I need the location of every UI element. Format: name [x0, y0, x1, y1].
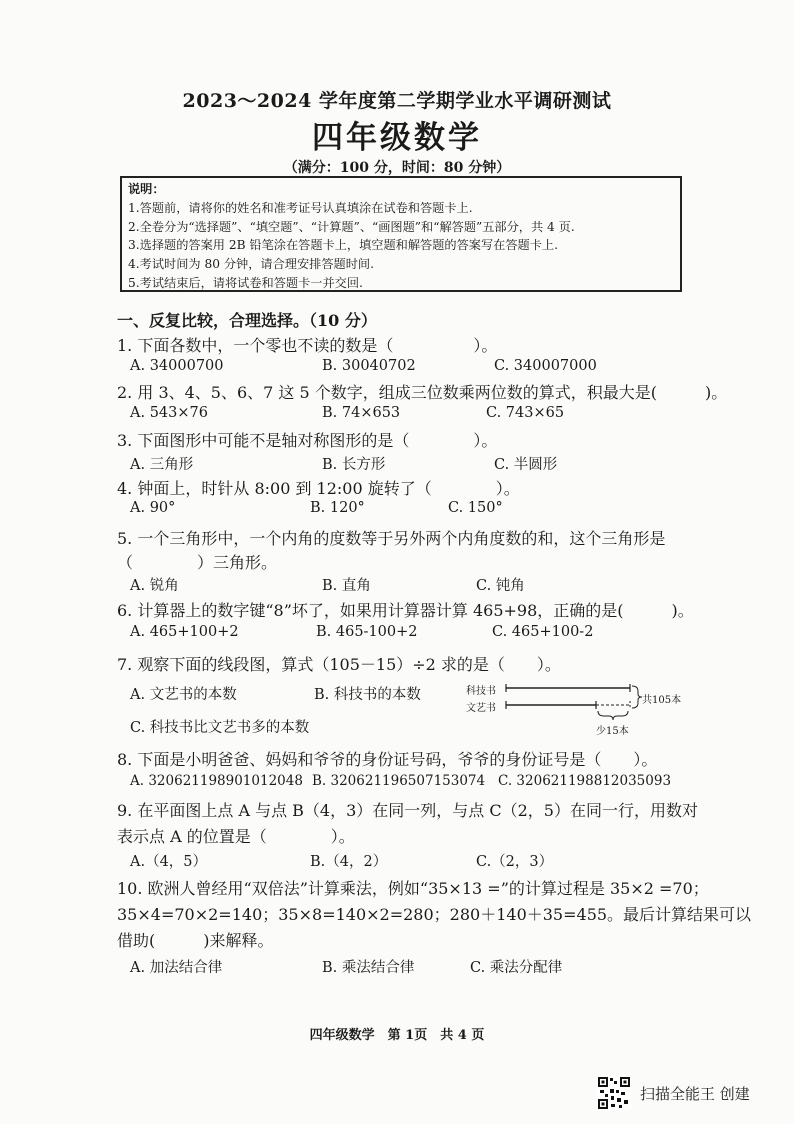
exam-meta: （满分：100 分，时间：80 分钟） — [283, 160, 511, 176]
instruction-item: 3.选择题的答案用 2B 铅笔涂在答题卡上，填空题和解答题的答案写在答题卡上. — [128, 238, 558, 253]
question-stem: 9. 在平面图上点 A 与点 B（4，3）在同一列，与点 C（2，5）在同一行，用数对 — [117, 801, 698, 820]
exam-subject: 四年级数学 — [312, 120, 482, 156]
question-stem: 2. 用 3、4、5、6、7 这 5 个数字，组成三位数乘两位数的算式，积最大是( )。 — [117, 383, 728, 402]
option-b: B. 120° — [310, 500, 365, 516]
option-a: A. 543×76 — [130, 405, 208, 421]
question-stem-cont: 表示点 A 的位置是（ ）。 — [117, 827, 355, 846]
question-stem: 4. 钟面上，时针从 8:00 到 12:00 旋转了（ ）。 — [117, 479, 520, 498]
option-c: C. 半圆形 — [494, 457, 558, 473]
instruction-item: 2.全卷分为“选择题”、“填空题”、“计算题”、“画图题”和“解答题”五部分，共 4 页. — [128, 219, 575, 234]
option-a: A. 文艺书的本数 — [130, 687, 237, 703]
line-segment-diagram — [466, 678, 696, 736]
instructions-title: 说明： — [128, 182, 165, 196]
question-stem: 8. 下面是小明爸爸、妈妈和爷爷的身份证号码，爷爷的身份证号是（ ）。 — [117, 750, 658, 769]
question-options — [130, 624, 730, 648]
question-options — [130, 358, 730, 382]
question-stem: 3. 下面图形中可能不是轴对称图形的是（ ）。 — [117, 431, 498, 450]
question-options — [130, 500, 730, 524]
option-a: A. 90° — [130, 500, 176, 516]
question-stem-cont: 35×4=70×2=140；35×8=140×2=280；280＋140＋35=455。最后计算结果可以 — [117, 905, 752, 924]
option-b: B. 74×653 — [322, 405, 401, 421]
question-options — [130, 453, 730, 477]
segment-lines — [466, 678, 696, 736]
option-c: C. 钝角 — [476, 578, 525, 594]
option-a: A. 465+100+2 — [130, 624, 239, 640]
option-b: B. 320621196507153074 — [312, 773, 486, 789]
option-c: C. 科技书比文艺书多的本数 — [130, 720, 310, 736]
option-c: C. 465+100-2 — [492, 624, 594, 640]
scanner-watermark: 扫描全能王 创建 — [640, 1085, 750, 1103]
option-b: B. 直角 — [322, 578, 371, 594]
option-a: A. 320621198901012048 — [130, 773, 303, 789]
option-a: A. 三角形 — [130, 457, 194, 473]
section-heading: 一、反复比较，合理选择。（10 分） — [117, 311, 377, 330]
option-c: C.（2，3） — [476, 854, 554, 870]
question-options — [130, 956, 730, 980]
instruction-item: 1.答题前，请将你的姓名和准考证号认真填涂在试卷和答题卡上. — [128, 200, 473, 215]
option-b: B.（4，2） — [310, 854, 388, 870]
question-stem-cont: （ ）三角形。 — [117, 553, 278, 572]
option-b: B. 465-100+2 — [316, 624, 418, 640]
option-c: C. 150° — [448, 500, 503, 516]
option-b: B. 30040702 — [322, 358, 416, 374]
page-footer: 四年级数学 第 1页 共 4 页 — [309, 1028, 485, 1043]
label-science-books: 科技书 — [466, 686, 496, 697]
question-stem-cont: 借助( )来解释。 — [117, 931, 274, 950]
label-total: 共105本 — [642, 695, 682, 706]
label-difference: 少15本 — [596, 726, 629, 737]
option-c: C. 乘法分配律 — [470, 960, 563, 976]
label-literature-books: 文艺书 — [466, 703, 496, 714]
instructions-box — [120, 176, 682, 292]
option-c: C. 743×65 — [486, 405, 565, 421]
option-a: A. 加法结合律 — [130, 960, 223, 976]
option-b: B. 科技书的本数 — [314, 687, 421, 703]
option-b: B. 长方形 — [322, 457, 386, 473]
option-c: C. 320621198812035093 — [498, 773, 672, 789]
option-a: A.（4，5） — [130, 854, 208, 870]
qr-code-icon — [597, 1076, 631, 1110]
instruction-item: 4.考试时间为 80 分钟，请合理安排答题时间. — [128, 257, 374, 272]
question-options — [130, 405, 730, 429]
exam-title: 2023～2024 学年度第二学期学业水平调研测试 — [182, 90, 612, 112]
question-stem: 10. 欧洲人曾经用“双倍法”计算乘法，例如“35×13 =”的计算过程是 35×2 =70； — [117, 879, 709, 898]
instruction-item: 5.考试结束后，请将试卷和答题卡一并交回. — [128, 275, 363, 290]
option-c: C. 340007000 — [494, 358, 597, 374]
question-stem: 6. 计算器上的数字键“8”坏了，如果用计算器计算 465+98，正确的是( )。 — [117, 601, 694, 620]
question-stem: 5. 一个三角形中，一个内角的度数等于另外两个内角度数的和，这个三角形是 — [117, 529, 666, 548]
question-stem: 7. 观察下面的线段图，算式（105－15）÷2 求的是（ ）。 — [117, 655, 561, 674]
question-options — [130, 850, 730, 874]
option-a: A. 锐角 — [130, 578, 179, 594]
question-stem: 1. 下面各数中，一个零也不读的数是（ ）。 — [117, 336, 498, 355]
question-options — [130, 574, 730, 598]
question-options — [130, 773, 730, 797]
option-b: B. 乘法结合律 — [322, 960, 415, 976]
option-a: A. 34000700 — [130, 358, 224, 374]
